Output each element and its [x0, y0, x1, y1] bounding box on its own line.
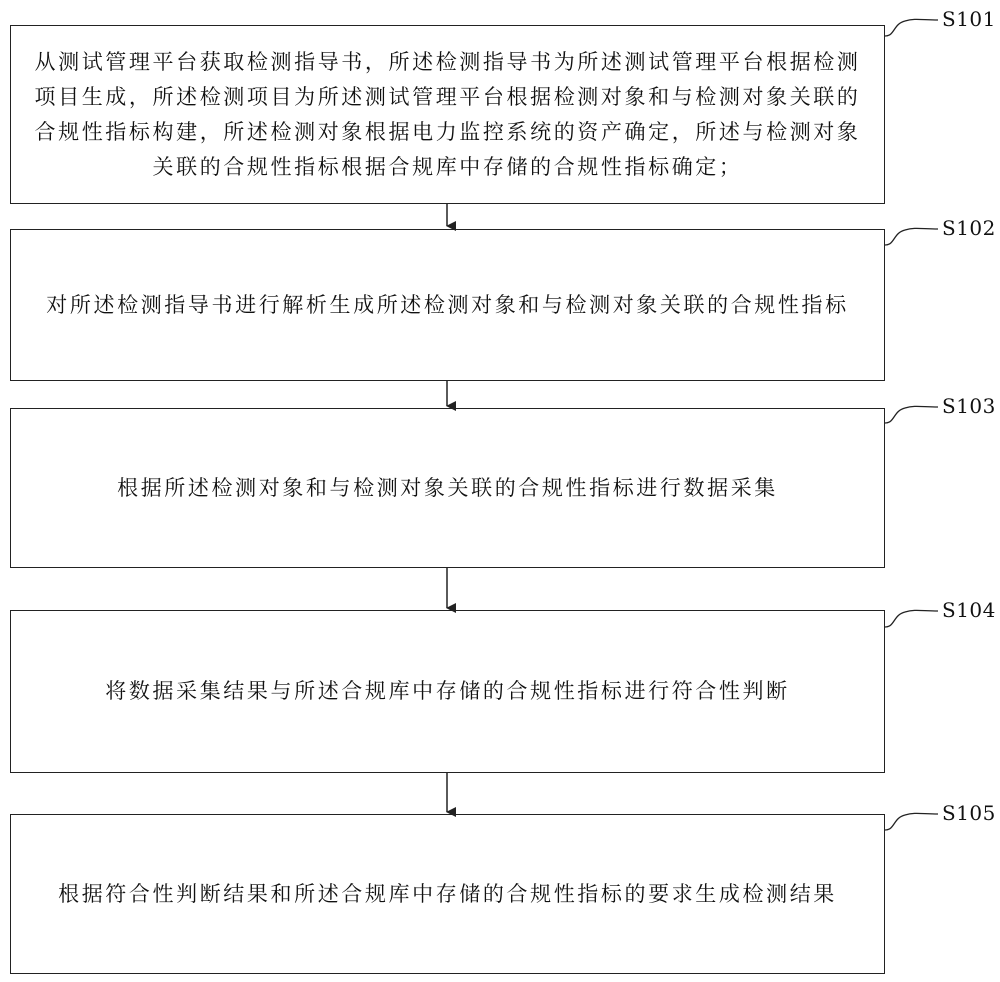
- step-text-s102: 对所述检测指导书进行解析生成所述检测对象和与检测对象关联的合规性指标: [46, 292, 849, 317]
- step-label-s103: S103: [942, 394, 996, 418]
- step-text-s105: 根据符合性判断结果和所述合规库中存储的合规性指标的要求生成检测结果: [58, 881, 837, 906]
- step-text-s104: 将数据采集结果与所述合规库中存储的合规性指标进行符合性判断: [105, 679, 790, 703]
- step-box-s104: [10, 610, 885, 773]
- leader-s105: [885, 813, 938, 830]
- leader-s101: [885, 19, 938, 36]
- step-text-s101: 从测试管理平台获取检测指导书，所述检测指导书为所述测试管理平台根据检测项目生成，所述检测项目为所述测试管理平台根据检测对象和与检测对象关联的合规性指标构建，所述检测对象根据电力监控系统的资产确定，所述与检测对象关联的合规性指标根据合规库中存储的合规性指标确定；: [34, 49, 861, 179]
- step-box-s105: [10, 814, 885, 974]
- leader-s102: [885, 228, 938, 245]
- step-label-s102: S102: [942, 216, 996, 240]
- step-box-s102: [10, 229, 885, 381]
- step-label-s101: S101: [942, 7, 996, 31]
- leader-s104: [885, 610, 938, 627]
- step-label-s105: S105: [942, 801, 996, 825]
- step-text-s103: 根据所述检测对象和与检测对象关联的合规性指标进行数据采集: [117, 475, 778, 500]
- step-box-s103: [10, 408, 885, 568]
- step-box-s101: [10, 25, 885, 204]
- leader-s103: [885, 406, 938, 423]
- step-label-s104: S104: [942, 598, 996, 622]
